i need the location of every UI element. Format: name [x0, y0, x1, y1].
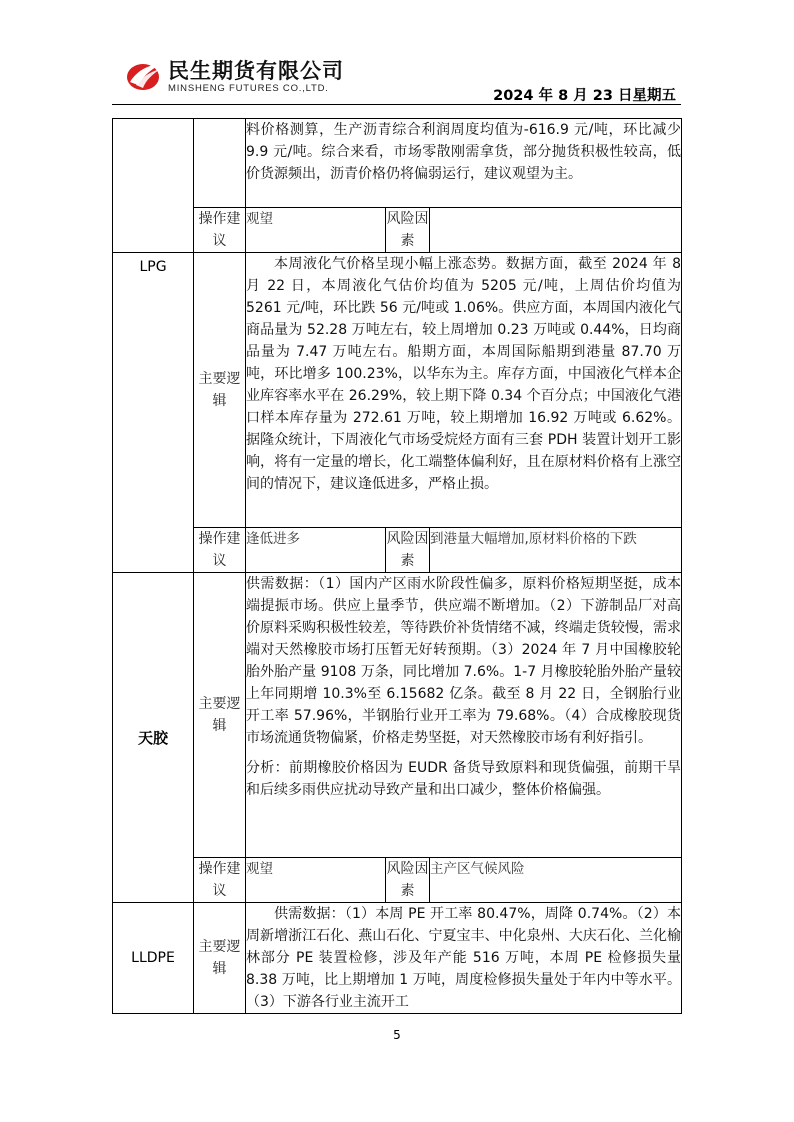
lldpe-logic: 供需数据：（1）本周 PE 开工率 80.47%，周降 0.74%。（2）本周新增浙江石化、燕山石化、宁夏宝丰、中化泉州、大庆石化、兰化榆林部分 PE 装置检修，涉及年产能 516 万吨，本周 PE 检修损失量 8.38 万吨，比上期增加 1 万吨，周度检修损失量处于年内中等水平。（3）下游各行业主流开工 — [246, 903, 682, 1014]
lpg-risk-value: 到港量大幅增加,原材料价格的下跌 — [430, 528, 682, 573]
page-number: 5 — [393, 1028, 401, 1042]
strategy-table — [112, 118, 682, 1014]
logic-label: 主要逻辑 — [194, 253, 246, 528]
header-divider — [112, 104, 681, 105]
risk-label: 风险因素 — [386, 858, 430, 903]
logic-label: 主要逻辑 — [194, 573, 246, 858]
table-row — [113, 208, 682, 253]
table-row — [113, 858, 682, 903]
table-row — [113, 119, 682, 208]
asphalt-logic: 料价格测算，生产沥青综合利润周度均值为-616.9 元/吨，环比减少 9.9 元/吨。综合来看，市场零散刚需拿货，部分抛货积极性较高，低价货源频出，沥青价格仍将偏弱运行，建议观望为主。 — [246, 119, 682, 208]
rubber-risk-value: 主产区气候风险 — [430, 858, 682, 903]
op-label: 操作建议 — [194, 208, 246, 253]
risk-label: 风险因素 — [386, 208, 430, 253]
company-logo — [124, 55, 364, 105]
lpg-logic: 本周液化气价格呈现小幅上涨态势。数据方面，截至 2024 年 8 月 22 日，本周液化气估价均值为 5205 元/吨，上周估价均值为 5261 元/吨，环比跌 56 元/吨或 1.06%。供应方面，本周国内液化气商品量为 52.28 万吨左右，较上周增加 0.23 万吨或 0.44%，日均商品量为 7.47 万吨左右。船期方面，本周国际船期到港量 87.70 万吨，环比增多 100.23%，以华东为主。库存方面，中国液化气样本企业库容率水平在 26.29%，较上期下降 0.34 个百分点；中国液化气港口样本库存量为 272.61 万吨，较上期增加 16.92 万吨或 6.62%。据隆众统计，下周液化气市场受烷烃方面有三套 PDH 装置计划开工影响，将有一定量的增长，化工端整体偏利好，且在原材料价格有上涨空间的情况下，建议逢低进多，严格止损。 — [246, 253, 682, 528]
table-row — [113, 903, 682, 1014]
company-name-en: MINSHENG FUTURES CO.,LTD. — [168, 83, 329, 94]
table-row — [113, 528, 682, 573]
table-row — [113, 573, 682, 858]
asphalt-op-value: 观望 — [246, 208, 386, 253]
rubber-logic — [246, 573, 682, 858]
page-header — [0, 0, 794, 110]
category-lldpe: LLDPE — [113, 903, 194, 1014]
logic-label: 主要逻辑 — [194, 903, 246, 1014]
risk-label: 风险因素 — [386, 528, 430, 573]
company-name-cn: 民生期货有限公司 — [168, 59, 344, 83]
op-label: 操作建议 — [194, 528, 246, 573]
rubber-op-value: 观望 — [246, 858, 386, 903]
op-label: 操作建议 — [194, 858, 246, 903]
report-date: 2024 年 8 月 23 日星期五 — [493, 88, 676, 104]
category-cell-asphalt — [113, 119, 194, 253]
minsheng-logo-icon — [124, 55, 164, 95]
logic-label-cell — [194, 119, 246, 208]
category-rubber: 天胶 — [113, 573, 194, 903]
rubber-logic-supply-demand: 供需数据：（1）国内产区雨水阶段性偏多，原料价格短期坚挺，成本端提振市场。供应上量季节，供应端不断增加。（2）下游制品厂对高价原料采购积极性较差，等待跌价补货情绪不减，终端走货较慢，需求端对天然橡胶市场打压暂无好转预期。（3）2024 年 7 月中国橡胶轮胎外胎产量 9108 万条，同比增加 7.6%。1-7 月橡胶轮胎外胎产量较上年同期增 10.3%至 6.15682 亿条。截至 8 月 22 日，全钢胎行业开工率 57.96%，半钢胎行业开工率为 79.68%。（4）合成橡胶现货市场流通货物偏紧，价格走势坚挺，对天然橡胶市场有利好指引。 — [246, 576, 682, 746]
table-row — [113, 253, 682, 528]
category-lpg: LPG — [113, 253, 194, 573]
rubber-logic-analysis: 分析：前期橡胶价格因为 EUDR 备货导致原料和现货偏强，前期干旱和后续多雨供应扰动导致产量和出口减少，整体价格偏强。 — [246, 760, 682, 798]
asphalt-risk-value — [430, 208, 682, 253]
lpg-op-value: 逢低进多 — [246, 528, 386, 573]
